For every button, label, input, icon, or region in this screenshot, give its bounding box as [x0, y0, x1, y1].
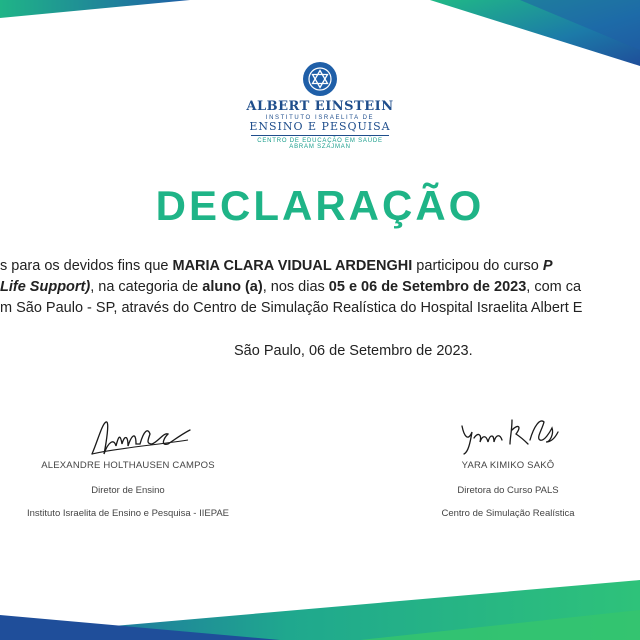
signature-image-1: [88, 418, 198, 460]
star-of-david-emblem-icon: [303, 62, 337, 96]
signatory-role: Diretor de Ensino: [91, 485, 165, 496]
logo-divider: [251, 135, 389, 136]
signatory-name: YARA KIMIKO SAKÔ: [461, 460, 555, 471]
issue-date: São Paulo, 06 de Setembro de 2023.: [234, 343, 473, 359]
logo-subtitle-4: ABRAM SZAJMAN: [289, 144, 351, 150]
signatory-name: ALEXANDRE HOLTHAUSEN CAMPOS: [41, 460, 215, 471]
document-title: DECLARAÇÃO: [155, 182, 485, 229]
logo-name: ALBERT EINSTEIN: [246, 99, 394, 114]
signatory-organization: Centro de Simulação Realística: [441, 508, 575, 519]
participant-category: aluno (a): [202, 279, 263, 295]
signature-block-1: [10, 460, 246, 519]
body-text: , nos dias: [262, 279, 329, 295]
body-line-2: [0, 279, 581, 295]
body-text: participou do curso: [412, 258, 543, 274]
institution-logo: [0, 62, 640, 150]
logo-subtitle-2: ENSINO E PESQUISA: [249, 120, 391, 133]
body-line-3: [0, 300, 582, 316]
body-text: , com ca: [526, 279, 582, 295]
participant-name: MARIA CLARA VIDUAL ARDENGHI: [172, 258, 413, 274]
logo-subtitle-3: CENTRO DE EDUCAÇÃO EM SAÚDE: [257, 138, 383, 144]
bottom-corner-decoration: [0, 580, 640, 640]
body-line-1: [0, 258, 553, 274]
top-right-corner-decoration: [0, 0, 640, 70]
logo-subtitle-1: INSTITUTO ISRAELITA DE: [265, 115, 375, 121]
body-text: , na categoria de: [90, 279, 203, 295]
course-dates: 05 e 06 de Setembro de 2023: [328, 279, 527, 295]
body-text: m São Paulo - SP, através do Centro de Simulação Realística do Hospital Israelita Albert E: [0, 300, 583, 316]
signature-block-2: [398, 460, 618, 519]
body-text: s para os devidos fins que: [0, 258, 173, 274]
signature-image-2: [456, 412, 560, 456]
course-name-fragment: Life Support): [0, 279, 91, 295]
signatory-organization: Instituto Israelita de Ensino e Pesquisa - IIEPAE: [26, 508, 230, 519]
signatory-role: Diretora do Curso PALS: [457, 485, 559, 496]
course-name-fragment: P: [542, 258, 553, 274]
